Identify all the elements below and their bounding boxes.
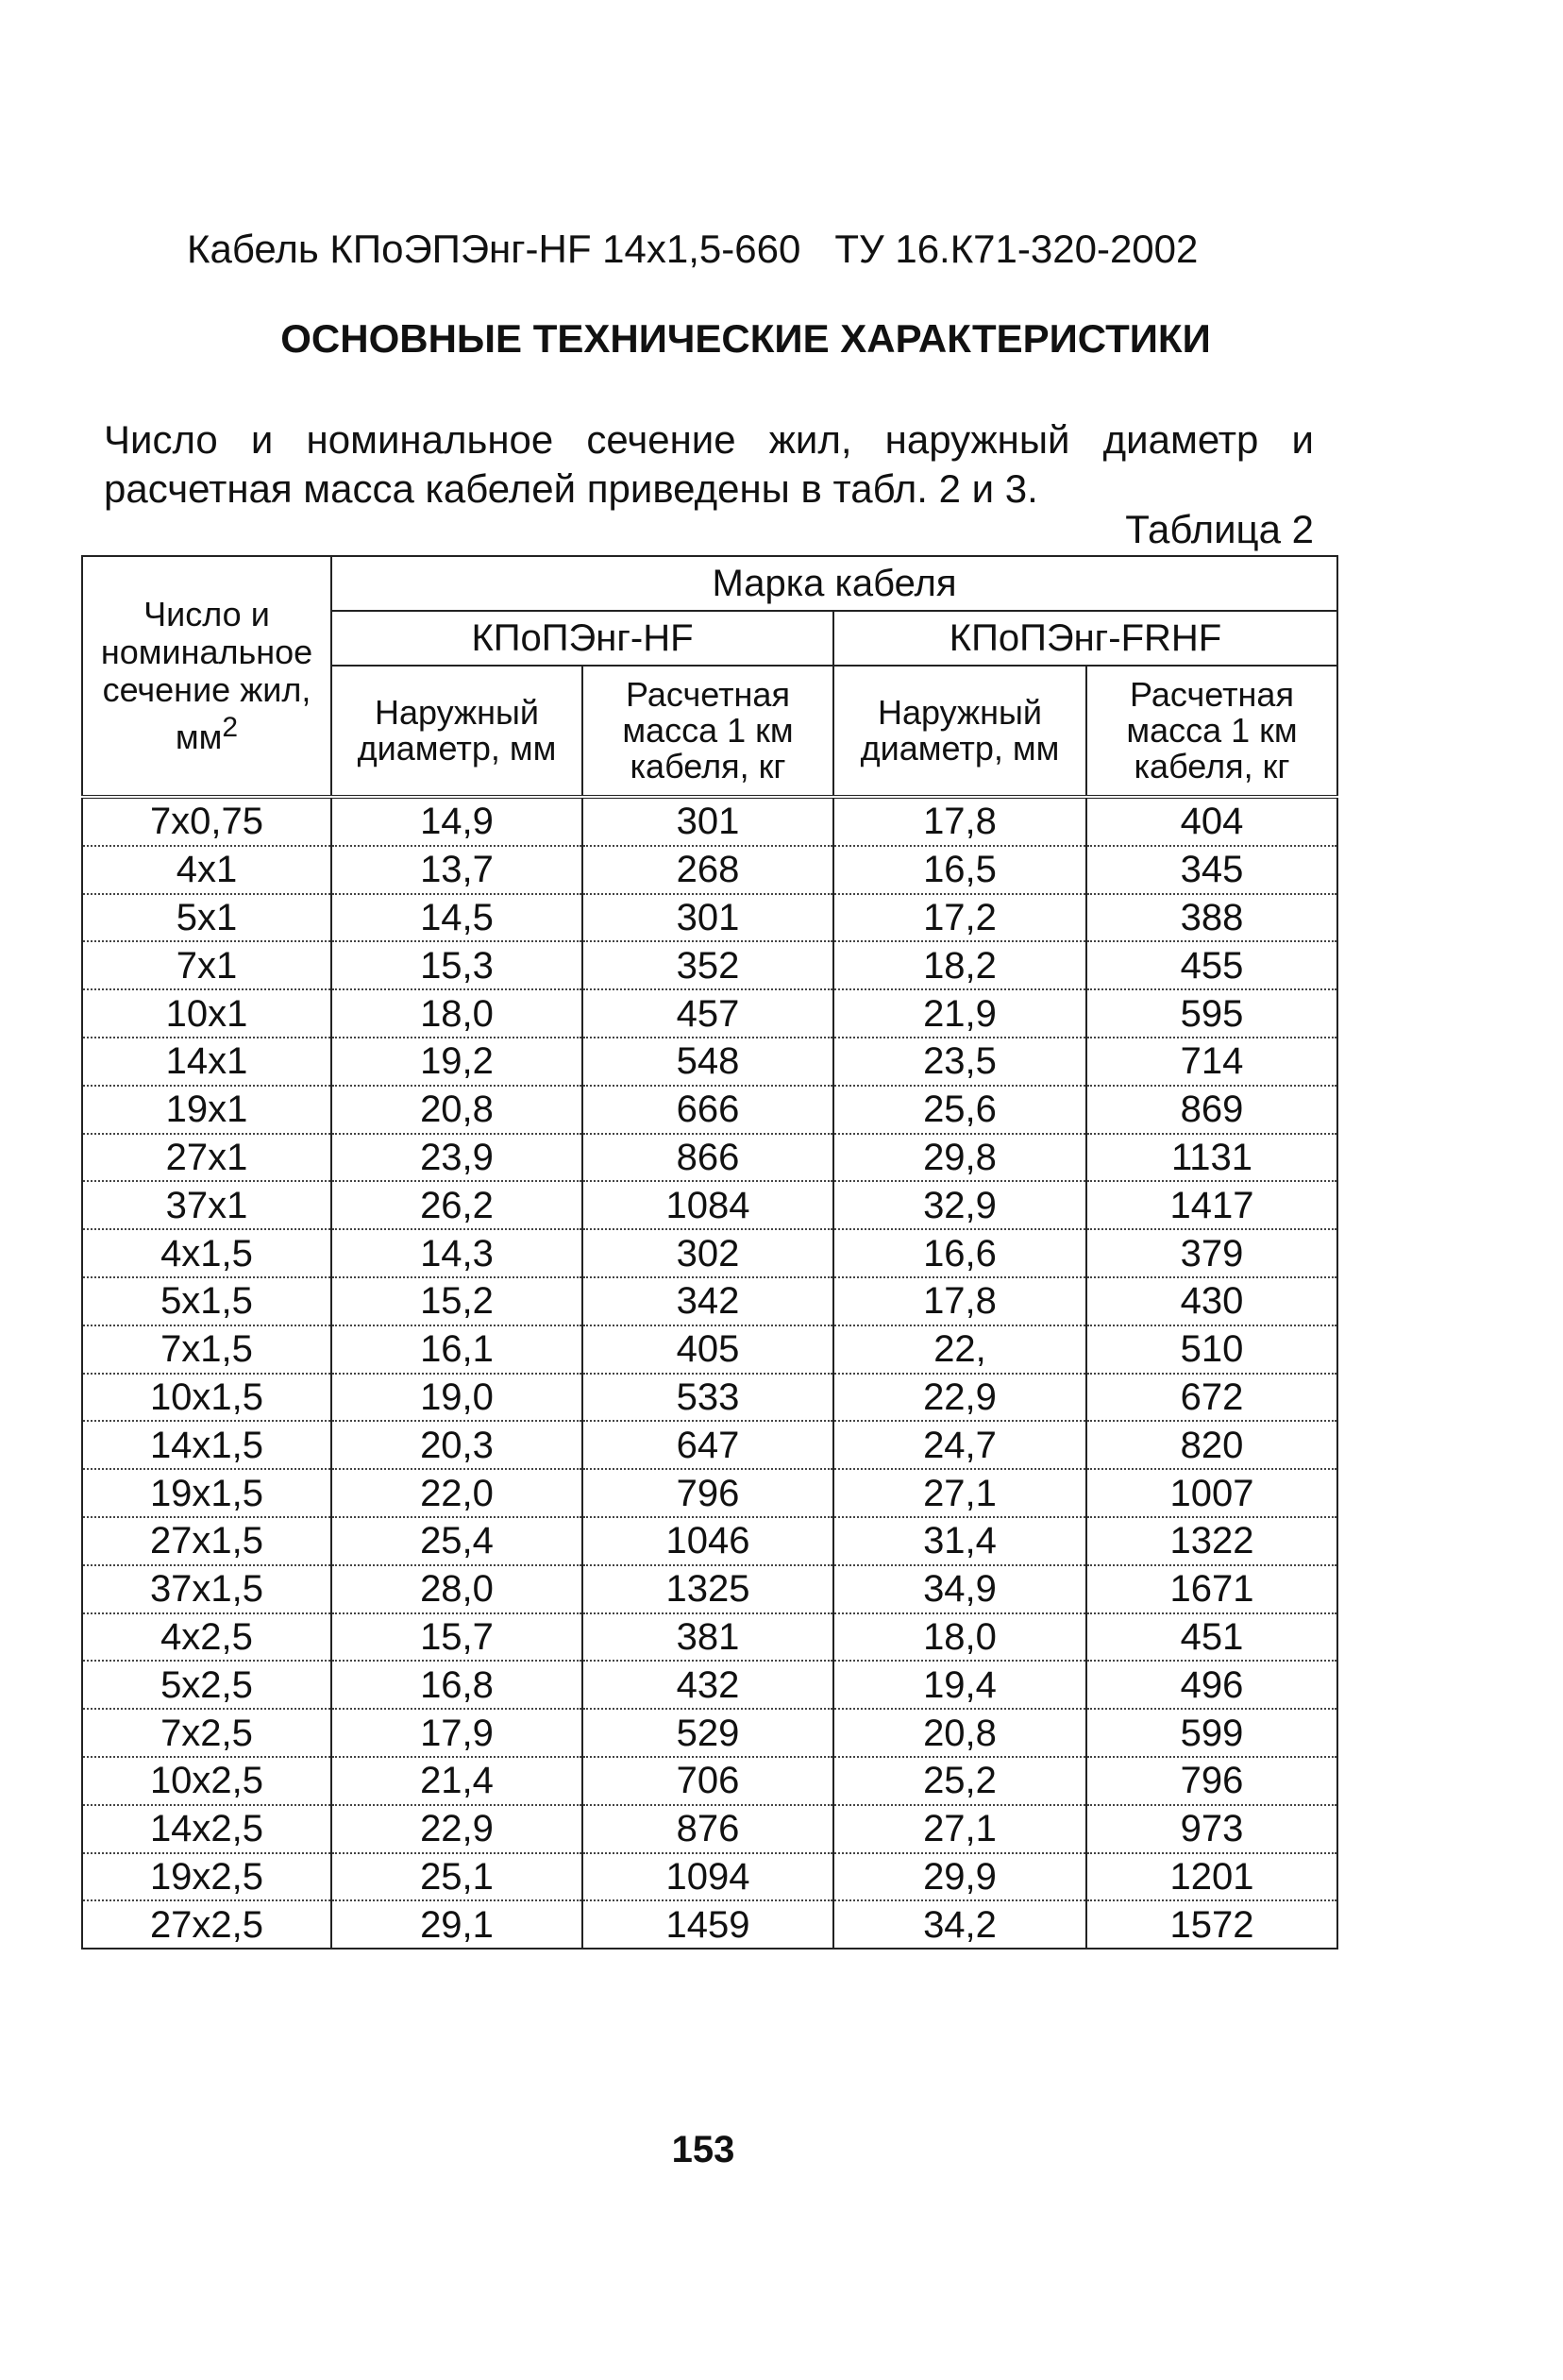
mass-frhf-cell: 973	[1086, 1805, 1337, 1853]
mass-frhf-cell: 404	[1086, 797, 1337, 846]
diameter-frhf-cell: 20,8	[833, 1709, 1086, 1757]
cores-cell: 5х1,5	[82, 1277, 331, 1325]
table-row	[82, 1565, 1337, 1613]
diameter-hf-cell: 14,3	[331, 1229, 582, 1277]
mass-hf-cell: 1046	[582, 1517, 833, 1565]
brand-header-frhf: КПоПЭнг-FRHF	[833, 611, 1337, 666]
diameter-frhf-cell: 25,2	[833, 1757, 1086, 1805]
diameter-hf-cell: 18,0	[331, 989, 582, 1038]
diameter-frhf-cell: 29,8	[833, 1134, 1086, 1182]
cores-cell: 5х2,5	[82, 1661, 331, 1709]
mass-hf-cell: 405	[582, 1325, 833, 1374]
table-row	[82, 1134, 1337, 1182]
mass-frhf-cell: 1572	[1086, 1900, 1337, 1949]
cores-cell: 4х1	[82, 846, 331, 894]
diameter-frhf-cell: 22,9	[833, 1374, 1086, 1422]
mass-frhf-cell: 379	[1086, 1229, 1337, 1277]
cores-cell: 37х1,5	[82, 1565, 331, 1613]
page-header	[187, 227, 1198, 272]
diameter-hf-cell: 13,7	[331, 846, 582, 894]
cores-cell: 7х1,5	[82, 1325, 331, 1374]
mass-hf-cell: 529	[582, 1709, 833, 1757]
table-row	[82, 989, 1337, 1038]
mass-frhf-cell: 388	[1086, 894, 1337, 942]
brand-header-hf: КПоПЭнг-HF	[331, 611, 833, 666]
table-row	[82, 1421, 1337, 1469]
diameter-hf-cell: 21,4	[331, 1757, 582, 1805]
cores-cell: 7х0,75	[82, 797, 331, 846]
diameter-frhf-cell: 32,9	[833, 1181, 1086, 1229]
table-row	[82, 797, 1337, 846]
mass-hf-cell: 1094	[582, 1853, 833, 1901]
table-row	[82, 1853, 1337, 1901]
mass-frhf-cell: 796	[1086, 1757, 1337, 1805]
diameter-frhf-cell: 19,4	[833, 1661, 1086, 1709]
diameter-frhf-cell: 34,9	[833, 1565, 1086, 1613]
mass-hf-cell: 381	[582, 1613, 833, 1662]
sub-header-diameter-frhf: Наружный диаметр, мм	[833, 666, 1086, 797]
mass-frhf-cell: 1322	[1086, 1517, 1337, 1565]
table-row	[82, 1374, 1337, 1422]
diameter-hf-cell: 20,3	[331, 1421, 582, 1469]
table-row	[82, 1181, 1337, 1229]
mass-hf-cell: 796	[582, 1469, 833, 1517]
mass-frhf-cell: 599	[1086, 1709, 1337, 1757]
cores-cell: 10х1	[82, 989, 331, 1038]
diameter-frhf-cell: 17,8	[833, 1277, 1086, 1325]
mass-frhf-cell: 496	[1086, 1661, 1337, 1709]
table-row	[82, 1038, 1337, 1086]
mass-hf-cell: 268	[582, 846, 833, 894]
mass-frhf-cell: 714	[1086, 1038, 1337, 1086]
cores-cell: 19х1,5	[82, 1469, 331, 1517]
mass-frhf-cell: 345	[1086, 846, 1337, 894]
cores-cell: 19х2,5	[82, 1853, 331, 1901]
cores-cell: 14х1	[82, 1038, 331, 1086]
mass-hf-cell: 1084	[582, 1181, 833, 1229]
diameter-hf-cell: 14,9	[331, 797, 582, 846]
mass-frhf-cell: 1417	[1086, 1181, 1337, 1229]
spec-reference: ТУ 16.К71-320-2002	[834, 227, 1199, 271]
diameter-hf-cell: 28,0	[331, 1565, 582, 1613]
table-row	[82, 1325, 1337, 1374]
diameter-hf-cell: 15,2	[331, 1277, 582, 1325]
page-number: 153	[671, 2129, 735, 2170]
mass-hf-cell: 302	[582, 1229, 833, 1277]
table-row	[82, 1086, 1337, 1134]
mass-hf-cell: 866	[582, 1134, 833, 1182]
product-designation: Кабель КПоЭПЭнг-HF 14х1,5-660	[187, 227, 801, 271]
cores-cell: 5х1	[82, 894, 331, 942]
mass-hf-cell: 301	[582, 894, 833, 942]
table-row	[82, 1613, 1337, 1662]
mass-frhf-cell: 1671	[1086, 1565, 1337, 1613]
diameter-hf-cell: 16,1	[331, 1325, 582, 1374]
mass-hf-cell: 457	[582, 989, 833, 1038]
diameter-frhf-cell: 27,1	[833, 1469, 1086, 1517]
mass-frhf-cell: 595	[1086, 989, 1337, 1038]
cores-cell: 4х1,5	[82, 1229, 331, 1277]
diameter-frhf-cell: 24,7	[833, 1421, 1086, 1469]
diameter-frhf-cell: 31,4	[833, 1517, 1086, 1565]
table-row	[82, 894, 1337, 942]
mass-hf-cell: 666	[582, 1086, 833, 1134]
diameter-hf-cell: 22,9	[331, 1805, 582, 1853]
spec-table	[81, 555, 1338, 1950]
mass-frhf-cell: 869	[1086, 1086, 1337, 1134]
first-col-header	[82, 556, 331, 797]
mass-hf-cell: 301	[582, 797, 833, 846]
cores-cell: 4х2,5	[82, 1613, 331, 1662]
diameter-hf-cell: 22,0	[331, 1469, 582, 1517]
diameter-hf-cell: 16,8	[331, 1661, 582, 1709]
diameter-frhf-cell: 17,8	[833, 797, 1086, 846]
table-row	[82, 1757, 1337, 1805]
diameter-hf-cell: 23,9	[331, 1134, 582, 1182]
mass-hf-cell: 1459	[582, 1900, 833, 1949]
sub-header-mass-hf: Расчетная масса 1 км кабеля, кг	[582, 666, 833, 797]
intro-paragraph	[104, 415, 1314, 514]
cores-cell: 27х2,5	[82, 1900, 331, 1949]
cores-cell: 10х1,5	[82, 1374, 331, 1422]
table-row	[82, 1469, 1337, 1517]
diameter-frhf-cell: 22,	[833, 1325, 1086, 1374]
diameter-hf-cell: 15,3	[331, 941, 582, 989]
mass-hf-cell: 548	[582, 1038, 833, 1086]
diameter-hf-cell: 14,5	[331, 894, 582, 942]
diameter-frhf-cell: 16,6	[833, 1229, 1086, 1277]
diameter-hf-cell: 25,4	[331, 1517, 582, 1565]
page-title: ОСНОВНЫЕ ТЕХНИЧЕСКИЕ ХАРАКТЕРИСТИКИ	[280, 316, 1211, 361]
group-header: Марка кабеля	[331, 556, 1337, 611]
table-row	[82, 1805, 1337, 1853]
mass-hf-cell: 876	[582, 1805, 833, 1853]
table-row	[82, 1661, 1337, 1709]
intro-line-2: расчетная масса кабелей приведены в табл. 2 и 3.	[104, 466, 1038, 511]
mass-hf-cell: 533	[582, 1374, 833, 1422]
table-label: Таблица 2	[1125, 507, 1314, 551]
mass-hf-cell: 1325	[582, 1565, 833, 1613]
diameter-frhf-cell: 21,9	[833, 989, 1086, 1038]
diameter-frhf-cell: 23,5	[833, 1038, 1086, 1086]
cores-cell: 10х2,5	[82, 1757, 331, 1805]
cores-cell: 14х1,5	[82, 1421, 331, 1469]
mass-frhf-cell: 1201	[1086, 1853, 1337, 1901]
cores-cell: 14х2,5	[82, 1805, 331, 1853]
mass-hf-cell: 706	[582, 1757, 833, 1805]
mass-hf-cell: 342	[582, 1277, 833, 1325]
mass-hf-cell: 432	[582, 1661, 833, 1709]
cores-cell: 7х2,5	[82, 1709, 331, 1757]
table-row	[82, 846, 1337, 894]
intro-line-1: Число и номинальное сечение жил, наружный диаметр и	[104, 417, 1314, 462]
mass-frhf-cell: 1131	[1086, 1134, 1337, 1182]
first-col-header-text: Число и номинальное сечение жил, мм	[100, 595, 313, 756]
mass-frhf-cell: 455	[1086, 941, 1337, 989]
diameter-hf-cell: 15,7	[331, 1613, 582, 1662]
diameter-frhf-cell: 18,0	[833, 1613, 1086, 1662]
table-row	[82, 941, 1337, 989]
cores-cell: 7х1	[82, 941, 331, 989]
diameter-frhf-cell: 18,2	[833, 941, 1086, 989]
table-body	[82, 797, 1337, 1949]
sub-header-diameter-hf: Наружный диаметр, мм	[331, 666, 582, 797]
cores-cell: 27х1	[82, 1134, 331, 1182]
diameter-hf-cell: 20,8	[331, 1086, 582, 1134]
table-row	[82, 1277, 1337, 1325]
cores-cell: 27х1,5	[82, 1517, 331, 1565]
mass-frhf-cell: 510	[1086, 1325, 1337, 1374]
diameter-hf-cell: 17,9	[331, 1709, 582, 1757]
mass-frhf-cell: 820	[1086, 1421, 1337, 1469]
table-head	[82, 556, 1337, 797]
cores-cell: 37х1	[82, 1181, 331, 1229]
diameter-frhf-cell: 29,9	[833, 1853, 1086, 1901]
diameter-frhf-cell: 34,2	[833, 1900, 1086, 1949]
table-row	[82, 1709, 1337, 1757]
diameter-frhf-cell: 16,5	[833, 846, 1086, 894]
diameter-hf-cell: 26,2	[331, 1181, 582, 1229]
diameter-hf-cell: 19,2	[331, 1038, 582, 1086]
first-col-header-sup: 2	[222, 712, 239, 743]
table-row	[82, 1229, 1337, 1277]
diameter-frhf-cell: 25,6	[833, 1086, 1086, 1134]
cores-cell: 19х1	[82, 1086, 331, 1134]
diameter-hf-cell: 25,1	[331, 1853, 582, 1901]
mass-frhf-cell: 672	[1086, 1374, 1337, 1422]
diameter-hf-cell: 29,1	[331, 1900, 582, 1949]
diameter-hf-cell: 19,0	[331, 1374, 582, 1422]
mass-hf-cell: 352	[582, 941, 833, 989]
table-row	[82, 1900, 1337, 1949]
mass-frhf-cell: 1007	[1086, 1469, 1337, 1517]
mass-frhf-cell: 430	[1086, 1277, 1337, 1325]
diameter-frhf-cell: 27,1	[833, 1805, 1086, 1853]
mass-frhf-cell: 451	[1086, 1613, 1337, 1662]
table-row	[82, 1517, 1337, 1565]
mass-hf-cell: 647	[582, 1421, 833, 1469]
sub-header-mass-frhf: Расчетная масса 1 км кабеля, кг	[1086, 666, 1337, 797]
diameter-frhf-cell: 17,2	[833, 894, 1086, 942]
